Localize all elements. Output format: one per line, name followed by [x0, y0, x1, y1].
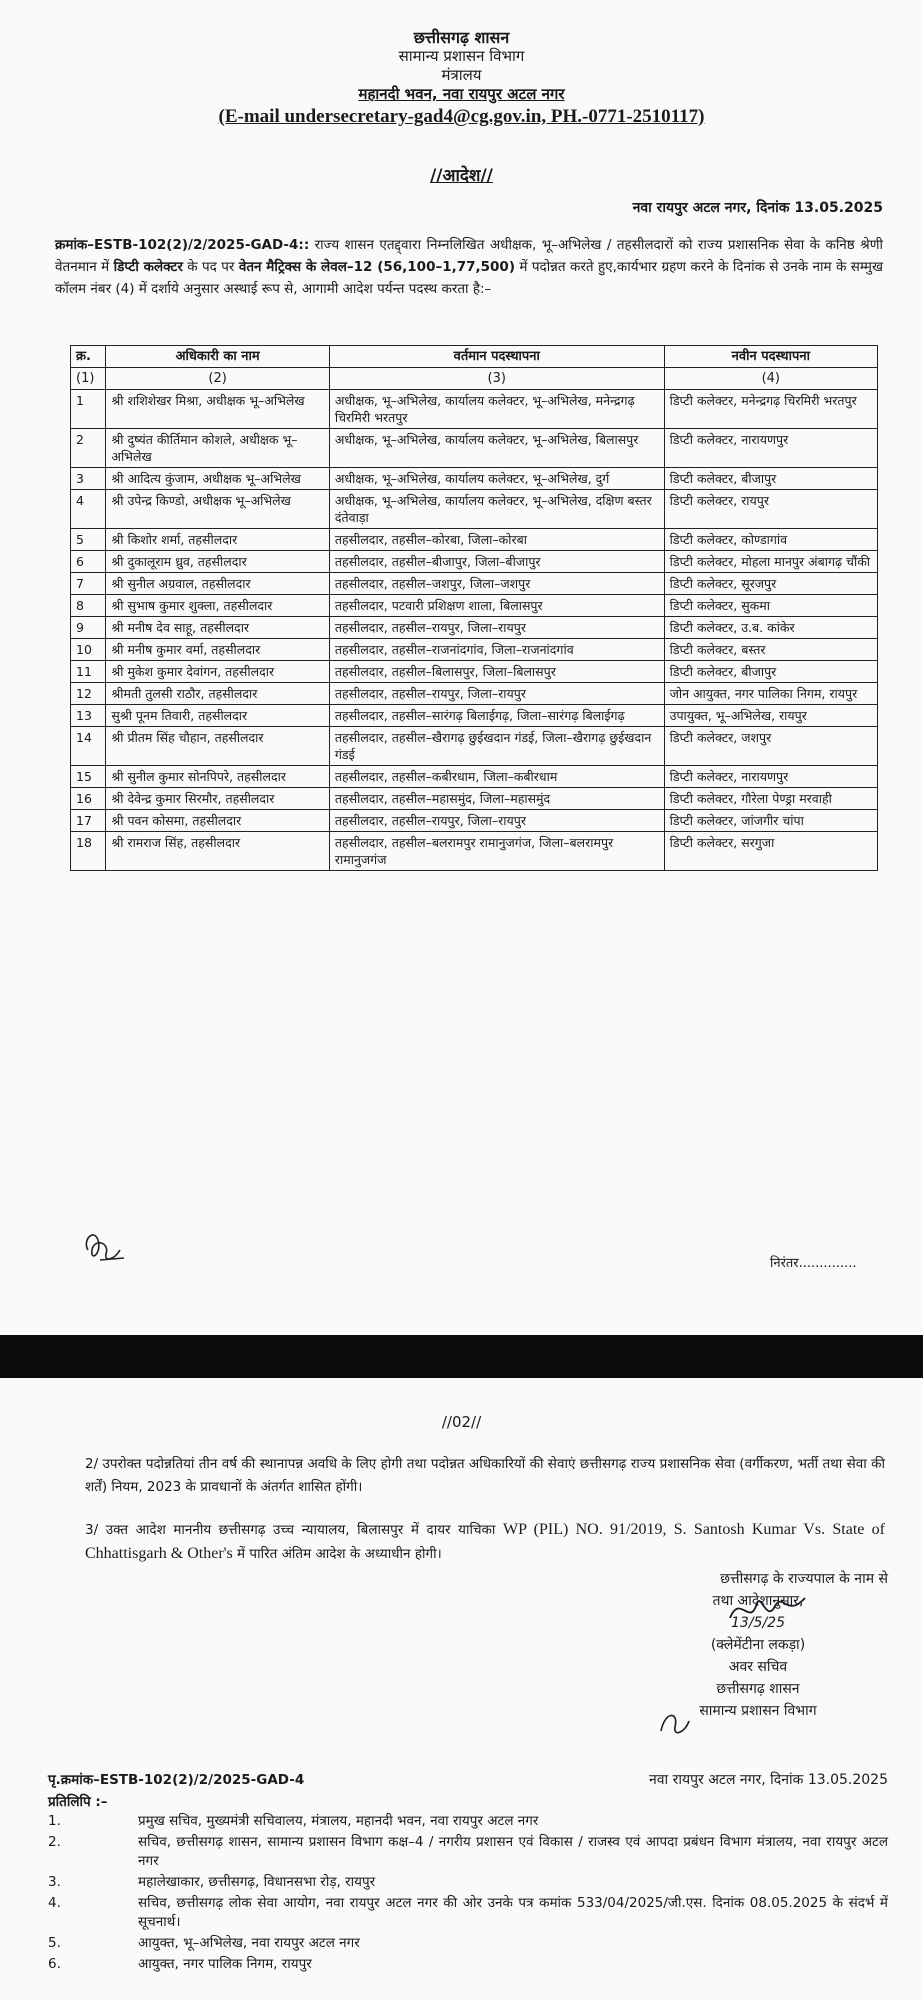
- officer-name: श्री सुनील अग्रवाल, तहसीलदार: [106, 573, 329, 595]
- signature: [725, 1588, 815, 1633]
- row-number: 8: [71, 595, 106, 617]
- table-row: [71, 661, 878, 683]
- current-posting: अधीक्षक, भू–अभिलेख, कार्यालय कलेक्टर, भू–अभिलेख, बिलासपुर: [329, 429, 664, 468]
- intro-text-c: में पदोन्नत करते हुए,कार्यभार ग्रहण करने के दिनांक से उनके नाम के सम्मुख कॉलम नंबर (4) में दर्शाये अनुसार अस्थाई रूप से, आगामी आदेश पर्यन्त पदस्थ करता है:–: [55, 259, 883, 297]
- new-posting: जोन आयुक्त, नगर पालिका निगम, रायपुर: [664, 683, 877, 705]
- officer-name: श्री मनीष देव साहू, तहसीलदार: [106, 617, 329, 639]
- current-posting: तहसीलदार, तहसील–सारंगढ़ बिलाईगढ़, जिला–सारंगढ़ बिलाईगढ़: [329, 705, 664, 727]
- col-header-name: अधिकारी का नाम: [106, 346, 329, 368]
- table-row: [71, 468, 878, 490]
- new-posting: डिप्टी कलेक्टर, सूरजपुर: [664, 573, 877, 595]
- new-posting: डिप्टी कलेक्टर, बीजापुर: [664, 468, 877, 490]
- order-date: नवा रायपुर अटल नगर, दिनांक 13.05.2025: [632, 200, 883, 216]
- table-row: [71, 573, 878, 595]
- department-name: सामान्य प्रशासन विभाग: [398, 47, 525, 65]
- sign-authority-line: छत्तीसगढ़ के राज्यपाल के नाम से: [720, 1571, 888, 1587]
- promotion-table: [70, 345, 878, 871]
- letterhead: [0, 28, 923, 130]
- current-posting: तहसीलदार, तहसील–खैरागढ़ छुईखदान गंडई, जिला–खैरागढ़ छुईखदान गंडई: [329, 727, 664, 766]
- order-page-2: [0, 1378, 923, 2000]
- officer-name: श्री शशिशेखर मिश्रा, अधीक्षक भू–अभिलेख: [106, 390, 329, 429]
- table-row: [71, 683, 878, 705]
- table-row: [71, 705, 878, 727]
- row-number: 10: [71, 639, 106, 661]
- row-number: 4: [71, 490, 106, 529]
- list-item: [48, 1955, 888, 1974]
- list-item: [48, 1833, 888, 1871]
- order-title: //आदेश//: [430, 166, 493, 186]
- current-posting: तहसीलदार, तहसील–कबीरधाम, जिला–कबीरधाम: [329, 766, 664, 788]
- endorsement-number: पृ.क्रमांक–ESTB-102(2)/2/2025-GAD-4: [48, 1772, 305, 1788]
- table-row: [71, 529, 878, 551]
- officer-name: श्री पवन कोसमा, तहसीलदार: [106, 810, 329, 832]
- row-number: 1: [71, 390, 106, 429]
- petition-reference: WP (PIL) NO. 91/2019, S. Santosh Kumar Vs. State of Chhattisgarh & Other's: [85, 1521, 885, 1562]
- copy-number: 4.: [48, 1895, 61, 1911]
- current-posting: तहसीलदार, पटवारी प्रशिक्षण शाला, बिलासपुर: [329, 595, 664, 617]
- new-posting: डिप्टी कलेक्टर, सरगुजा: [664, 832, 877, 871]
- row-number: 7: [71, 573, 106, 595]
- table-row: [71, 766, 878, 788]
- list-item: [48, 1894, 888, 1932]
- new-posting: डिप्टी कलेक्टर, नारायणपुर: [664, 766, 877, 788]
- row-number: 5: [71, 529, 106, 551]
- new-posting: डिप्टी कलेक्टर, मनेन्द्रगढ़ चिरमिरी भरतपुर: [664, 390, 877, 429]
- officer-name: सुश्री पूनम तिवारी, तहसीलदार: [106, 705, 329, 727]
- officer-name: श्री सुनील कुमार सोनपिपरे, तहसीलदार: [106, 766, 329, 788]
- col-number: (1): [71, 368, 106, 390]
- endorsement-date: नवा रायपुर अटल नगर, दिनांक 13.05.2025: [648, 1772, 888, 1788]
- current-posting: तहसीलदार, तहसील–बीजापुर, जिला–बीजापुर: [329, 551, 664, 573]
- row-number: 18: [71, 832, 106, 871]
- new-posting: डिप्टी कलेक्टर, सुकमा: [664, 595, 877, 617]
- row-number: 9: [71, 617, 106, 639]
- row-number: 6: [71, 551, 106, 573]
- address-line: महानदी भवन, नवा रायपुर अटल नगर: [358, 85, 565, 103]
- officer-name: श्री किशोर शर्मा, तहसीलदार: [106, 529, 329, 551]
- post-name: डिप्टी कलेक्टर: [113, 259, 183, 275]
- new-posting: डिप्टी कलेक्टर, बीजापुर: [664, 661, 877, 683]
- row-number: 15: [71, 766, 106, 788]
- ministry-label: मंत्रालय: [441, 66, 482, 84]
- paragraph-2: 2/ उपरोक्त पदोन्नतियां तीन वर्ष की स्थानापन्न अवधि के लिए होगी तथा पदोन्नत अधिकारियों की सेवाएं छत्तीसगढ़ राज्य प्रशासनिक सेवा (वर्गीकरण, भर्ती तथा सेवा की शर्तें) नियम, 2023 के प्रावधानों के अंतर्गत शासित होंगी।: [85, 1456, 885, 1495]
- row-number: 14: [71, 727, 106, 766]
- officer-name: श्री मनीष कुमार वर्मा, तहसीलदार: [106, 639, 329, 661]
- new-posting: डिप्टी कलेक्टर, बस्तर: [664, 639, 877, 661]
- paragraph-3: [85, 1518, 885, 1566]
- col-header-current: वर्तमान पदस्थापना: [329, 346, 664, 368]
- table-row: [71, 810, 878, 832]
- col-header-sn: क्र.: [71, 346, 106, 368]
- current-posting: तहसीलदार, तहसील–बलरामपुर रामानुजगंज, जिला–बलरामपुर रामानुजगंज: [329, 832, 664, 871]
- sign-date: 13/5/25: [731, 1615, 785, 1631]
- copy-recipient: प्रमुख सचिव, मुख्यमंत्री सचिवालय, मंत्रालय, महानदी भवन, नवा रायपुर अटल नगर: [138, 1813, 539, 1829]
- table-row: [71, 727, 878, 766]
- table-row: [71, 788, 878, 810]
- table-row: [71, 390, 878, 429]
- current-posting: तहसीलदार, तहसील–रायपुर, जिला–रायपुर: [329, 683, 664, 705]
- signature-initial: [80, 1220, 130, 1270]
- officer-name: श्री मुकेश कुमार देवांगन, तहसीलदार: [106, 661, 329, 683]
- officer-name: श्री दुष्यंत कीर्तिमान कोशले, अधीक्षक भू–अभिलेख: [106, 429, 329, 468]
- pay-level: वेतन मैट्रिक्स के लेवल–12 (56,100–1,77,500): [238, 259, 515, 275]
- table-row: [71, 429, 878, 468]
- sign-order-line: तथा आदेशानुसार,: [712, 1593, 804, 1609]
- para3-text-a: 3/ उक्त आदेश माननीय छत्तीसगढ़ उच्च न्यायालय, बिलासपुर में दायर याचिका: [85, 1522, 503, 1538]
- signature-initial-2: [655, 1703, 695, 1743]
- new-posting: डिप्टी कलेक्टर, गौरेला पेण्ड्रा मरवाही: [664, 788, 877, 810]
- copy-number: 3.: [48, 1874, 61, 1890]
- row-number: 12: [71, 683, 106, 705]
- new-posting: डिप्टी कलेक्टर, जशपुर: [664, 727, 877, 766]
- current-posting: तहसीलदार, तहसील–बिलासपुर, जिला–बिलासपुर: [329, 661, 664, 683]
- copy-to-label: प्रतिलिपि :–: [48, 1794, 108, 1810]
- officer-name: श्री देवेन्द्र कुमार सिरमौर, तहसीलदार: [106, 788, 329, 810]
- row-number: 17: [71, 810, 106, 832]
- col-number: (2): [106, 368, 329, 390]
- email-phone-line: (E-mail undersecretary-gad4@cg.gov.in, PH.-0771-2510117): [218, 106, 705, 127]
- new-posting: डिप्टी कलेक्टर, मोहला मानपुर अंबागढ़ चौंकी: [664, 551, 877, 573]
- list-item: [48, 1934, 888, 1953]
- row-number: 16: [71, 788, 106, 810]
- copy-recipient: महालेखाकार, छत्तीसगढ़, विधानसभा रोड़, रायपुर: [138, 1874, 376, 1890]
- officer-name: श्री आदित्य कुंजाम, अधीक्षक भू–अभिलेख: [106, 468, 329, 490]
- table-row: [71, 832, 878, 871]
- copy-number: 6.: [48, 1956, 61, 1972]
- table-header-row: [71, 346, 878, 368]
- page-divider: [0, 1335, 923, 1378]
- copy-number: 5.: [48, 1935, 61, 1951]
- col-header-new: नवीन पदस्थापना: [664, 346, 877, 368]
- govt-name: छत्तीसगढ़ शासन: [413, 28, 510, 47]
- officer-name: श्रीमती तुलसी राठौर, तहसीलदार: [106, 683, 329, 705]
- para3-text-b: में पारित अंतिम आदेश के अध्याधीन होगी।: [232, 1546, 442, 1562]
- copy-number: 2.: [48, 1834, 61, 1850]
- row-number: 13: [71, 705, 106, 727]
- col-number: (4): [664, 368, 877, 390]
- new-posting: डिप्टी कलेक्टर, रायपुर: [664, 490, 877, 529]
- row-number: 3: [71, 468, 106, 490]
- current-posting: अधीक्षक, भू–अभिलेख, कार्यालय कलेक्टर, भू–अभिलेख, मनेन्द्रगढ़ चिरमिरी भरतपुर: [329, 390, 664, 429]
- page-number: //02//: [441, 1413, 482, 1431]
- copy-number: 1.: [48, 1813, 61, 1829]
- current-posting: तहसीलदार, तहसील–कोरबा, जिला–कोरबा: [329, 529, 664, 551]
- current-posting: तहसीलदार, तहसील–राजनांदगांव, जिला–राजनांदगांव: [329, 639, 664, 661]
- current-posting: अधीक्षक, भू–अभिलेख, कार्यालय कलेक्टर, भू–अभिलेख, दुर्ग: [329, 468, 664, 490]
- new-posting: डिप्टी कलेक्टर, नारायणपुर: [664, 429, 877, 468]
- signatory-govt: छत्तीसगढ़ शासन: [716, 1681, 800, 1697]
- new-posting: डिप्टी कलेक्टर, जांजगीर चांपा: [664, 810, 877, 832]
- officer-name: श्री प्रीतम सिंह चौहान, तहसीलदार: [106, 727, 329, 766]
- copy-recipient: सचिव, छत्तीसगढ़ शासन, सामान्य प्रशासन विभाग कक्ष–4 / नगरीय प्रशासन एवं विकास / राजस्व एवं आपदा प्रबंधन विभाग मंत्रालय, नवा रायपुर अटल नगर: [138, 1834, 888, 1869]
- current-posting: तहसीलदार, तहसील–रायपुर, जिला–रायपुर: [329, 810, 664, 832]
- new-posting: डिप्टी कलेक्टर, उ.ब. कांकेर: [664, 617, 877, 639]
- officer-name: श्री सुभाष कुमार शुक्ला, तहसीलदार: [106, 595, 329, 617]
- copy-recipient: आयुक्त, नगर पालिक निगम, रायपुर: [138, 1956, 312, 1972]
- list-item: [48, 1812, 888, 1831]
- list-item: [48, 1873, 888, 1892]
- table-row: [71, 595, 878, 617]
- current-posting: तहसीलदार, तहसील–महासमुंद, जिला–महासमुंद: [329, 788, 664, 810]
- copy-recipient: सचिव, छत्तीसगढ़ लोक सेवा आयोग, नवा रायपुर अटल नगर की ओर उनके पत्र कमांक 533/04/2025/जी.एस. दिनांक 08.05.2025 के संदर्भ में सूचनार्थ।: [138, 1895, 888, 1930]
- intro-text-b: के पद पर: [182, 259, 239, 275]
- current-posting: अधीक्षक, भू–अभिलेख, कार्यालय कलेक्टर, भू–अभिलेख, दक्षिण बस्तर दंतेवाड़ा: [329, 490, 664, 529]
- officer-name: श्री दुकालूराम ध्रुव, तहसीलदार: [106, 551, 329, 573]
- table-row: [71, 617, 878, 639]
- order-intro-paragraph: [55, 234, 883, 300]
- copy-recipient: आयुक्त, भू–अभिलेख, नवा रायपुर अटल नगर: [138, 1935, 360, 1951]
- signatory-designation: अवर सचिव: [728, 1659, 788, 1675]
- intro-text-a: राज्य शासन एतद्द्वारा निम्नलिखित अधीक्षक, भू–अभिलेख / तहसीलदारों को राज्य प्रशासनिक सेवा के कनिष्ठ श्रेणी वेतनमान में: [55, 237, 883, 275]
- row-number: 11: [71, 661, 106, 683]
- current-posting: तहसीलदार, तहसील–रायपुर, जिला–रायपुर: [329, 617, 664, 639]
- current-posting: तहसीलदार, तहसील–जशपुर, जिला–जशपुर: [329, 573, 664, 595]
- table-row: [71, 639, 878, 661]
- copy-list: [48, 1812, 888, 1976]
- order-number: क्रमांक–ESTB-102(2)/2/2025-GAD-4::: [55, 237, 310, 253]
- table-row: [71, 490, 878, 529]
- row-number: 2: [71, 429, 106, 468]
- officer-name: श्री उपेन्द्र किण्डो, अधीक्षक भू–अभिलेख: [106, 490, 329, 529]
- table-colnum-row: [71, 368, 878, 390]
- signatory-name: (क्लेमेंटीना लकड़ा): [710, 1637, 806, 1653]
- continued-label: निरंतर..............: [770, 1256, 857, 1271]
- officer-name: श्री रामराज सिंह, तहसीलदार: [106, 832, 329, 871]
- signatory-dept: सामान्य प्रशासन विभाग: [699, 1703, 817, 1719]
- new-posting: उपायुक्त, भू–अभिलेख, रायपुर: [664, 705, 877, 727]
- col-number: (3): [329, 368, 664, 390]
- new-posting: डिप्टी कलेक्टर, कोण्डागांव: [664, 529, 877, 551]
- table-row: [71, 551, 878, 573]
